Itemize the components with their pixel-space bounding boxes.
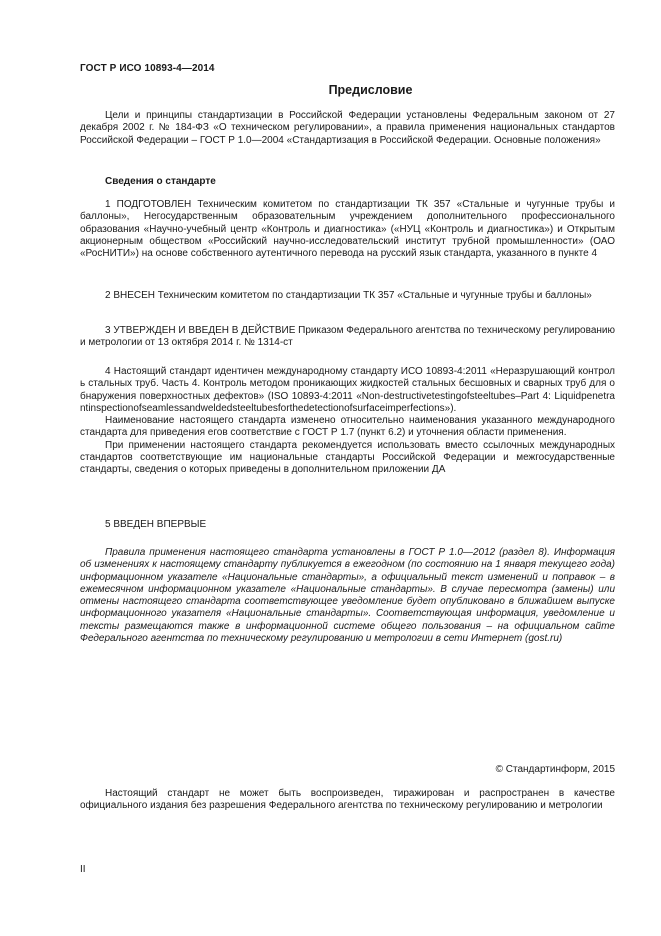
info-heading-block	[80, 176, 615, 188]
intro-block	[80, 110, 615, 147]
item-4-name-paragraph: Наименование настоящего стандарта изменено относительно наименования указанного международного стандарта для приведения егов соответствие с ГОСТ Р 1.7 (пункт 6.2) и уточнения области применения.	[80, 415, 615, 439]
page-number: II	[80, 864, 86, 875]
reproduction-notice: Настоящий стандарт не может быть воспроизведен, тиражирован и распространен в качестве официального издания без разрешения Федерального агентства по техническому регулированию и метрологии	[80, 788, 615, 812]
item-5-block	[80, 519, 615, 531]
info-heading: Сведения о стандарте	[105, 176, 216, 187]
item-3-block	[80, 325, 615, 350]
page-title: Предисловие	[328, 83, 413, 97]
item-4-refs-paragraph: При применении настоящего стандарта рекомендуется использовать вместо ссылочных международных стандартов соответствующие им национальные стандарты Российской Федерации и межгосударственные стандарты, сведения о которых приведены в дополнительном приложении ДА	[80, 439, 615, 476]
item-1-paragraph: 1 ПОДГОТОВЛЕН Техническим комитетом по стандартизации ТК 357 «Стальные и чугунные трубы и баллоны», Негосударственным образовательным учреждением дополнительного профессионального образования «Научно-учебный центр «Контроль и диагностика» («НУЦ «Контроль и диагностика») и Открытым акционерным обществом «Российский научно-исследовательский институт трубной промышленности» (ОАО «РосНИТИ») на основе собственного аутентичного перевода на русский язык стандарта, указанного в пункте 4	[80, 199, 615, 260]
item-5-paragraph: 5 ВВЕДЕН ВПЕРВЫЕ	[105, 519, 207, 530]
item-2-paragraph: 2 ВНЕСЕН Техническим комитетом по стандартизации ТК 357 «Стальные и чугунные трубы и баллоны»	[105, 290, 592, 301]
copyright: © Стандартинформ, 2015	[495, 764, 615, 775]
document-id: ГОСТ Р ИСО 10893-4—2014	[80, 63, 215, 74]
item-1-block	[80, 199, 615, 260]
intro-paragraph: Цели и принципы стандартизации в Российской Федерации установлены Федеральным законом от 27 декабря 2002 г. № 184-ФЗ «О техническом регулировании», а правила применения национальных стандартов Российской Федерации – ГОСТ Р 1.0—2004 «Стандартизация в Российской Федерации. Основные положения»	[80, 110, 615, 146]
rules-note-paragraph: Правила применения настоящего стандарта установлены в ГОСТ Р 1.0—2012 (раздел 8). Информация об изменениях к настоящему стандарту публикуется в ежегодном (по состоянию на 1 января текущего года) информационном указателе «Национальные стандарты», а официальный текст изменений и поправок – в ежемесячном информационном указателе «Национальные стандарты». В случае пересмотра (замены) или отмены настоящего стандарта соответствующее уведомление будет опубликовано в ближайшем выпуске информационного указателя «Национальные стандарты». Соответствующая информация, уведомление и тексты размещаются также в информационной системе общего пользования – на официальном сайте Федерального агентства по техническому регулированию и метрологии в сети Интернет (gost.ru)	[80, 547, 615, 645]
item-3-paragraph: 3 УТВЕРЖДЕН И ВВЕДЕН В ДЕЙСТВИЕ Приказом Федерального агентства по техническому регулированию и метрологии от 13 октября 2014 г. № 1314-ст	[80, 325, 615, 349]
rules-note-block	[80, 547, 615, 645]
item-4-block	[80, 366, 615, 477]
item-2-block	[80, 290, 615, 302]
item-4-paragraph: 4 Настоящий стандарт идентичен международному стандарту ИСО 10893-4:2011 «Неразрушающий контроль стальных труб. Часть 4. Контроль методом проникающих жидкостей стальных бесшовных и сварных труб для обнаружения поверхностных дефектов» (ISO 10893-4:2011 «Non-destructivetestingofsteeltubes–Part 4: Liquidpenetrantinspectionofseamlessandweldedsteeltubesforthedetectionofsurfaceimperfections»).	[80, 366, 615, 414]
